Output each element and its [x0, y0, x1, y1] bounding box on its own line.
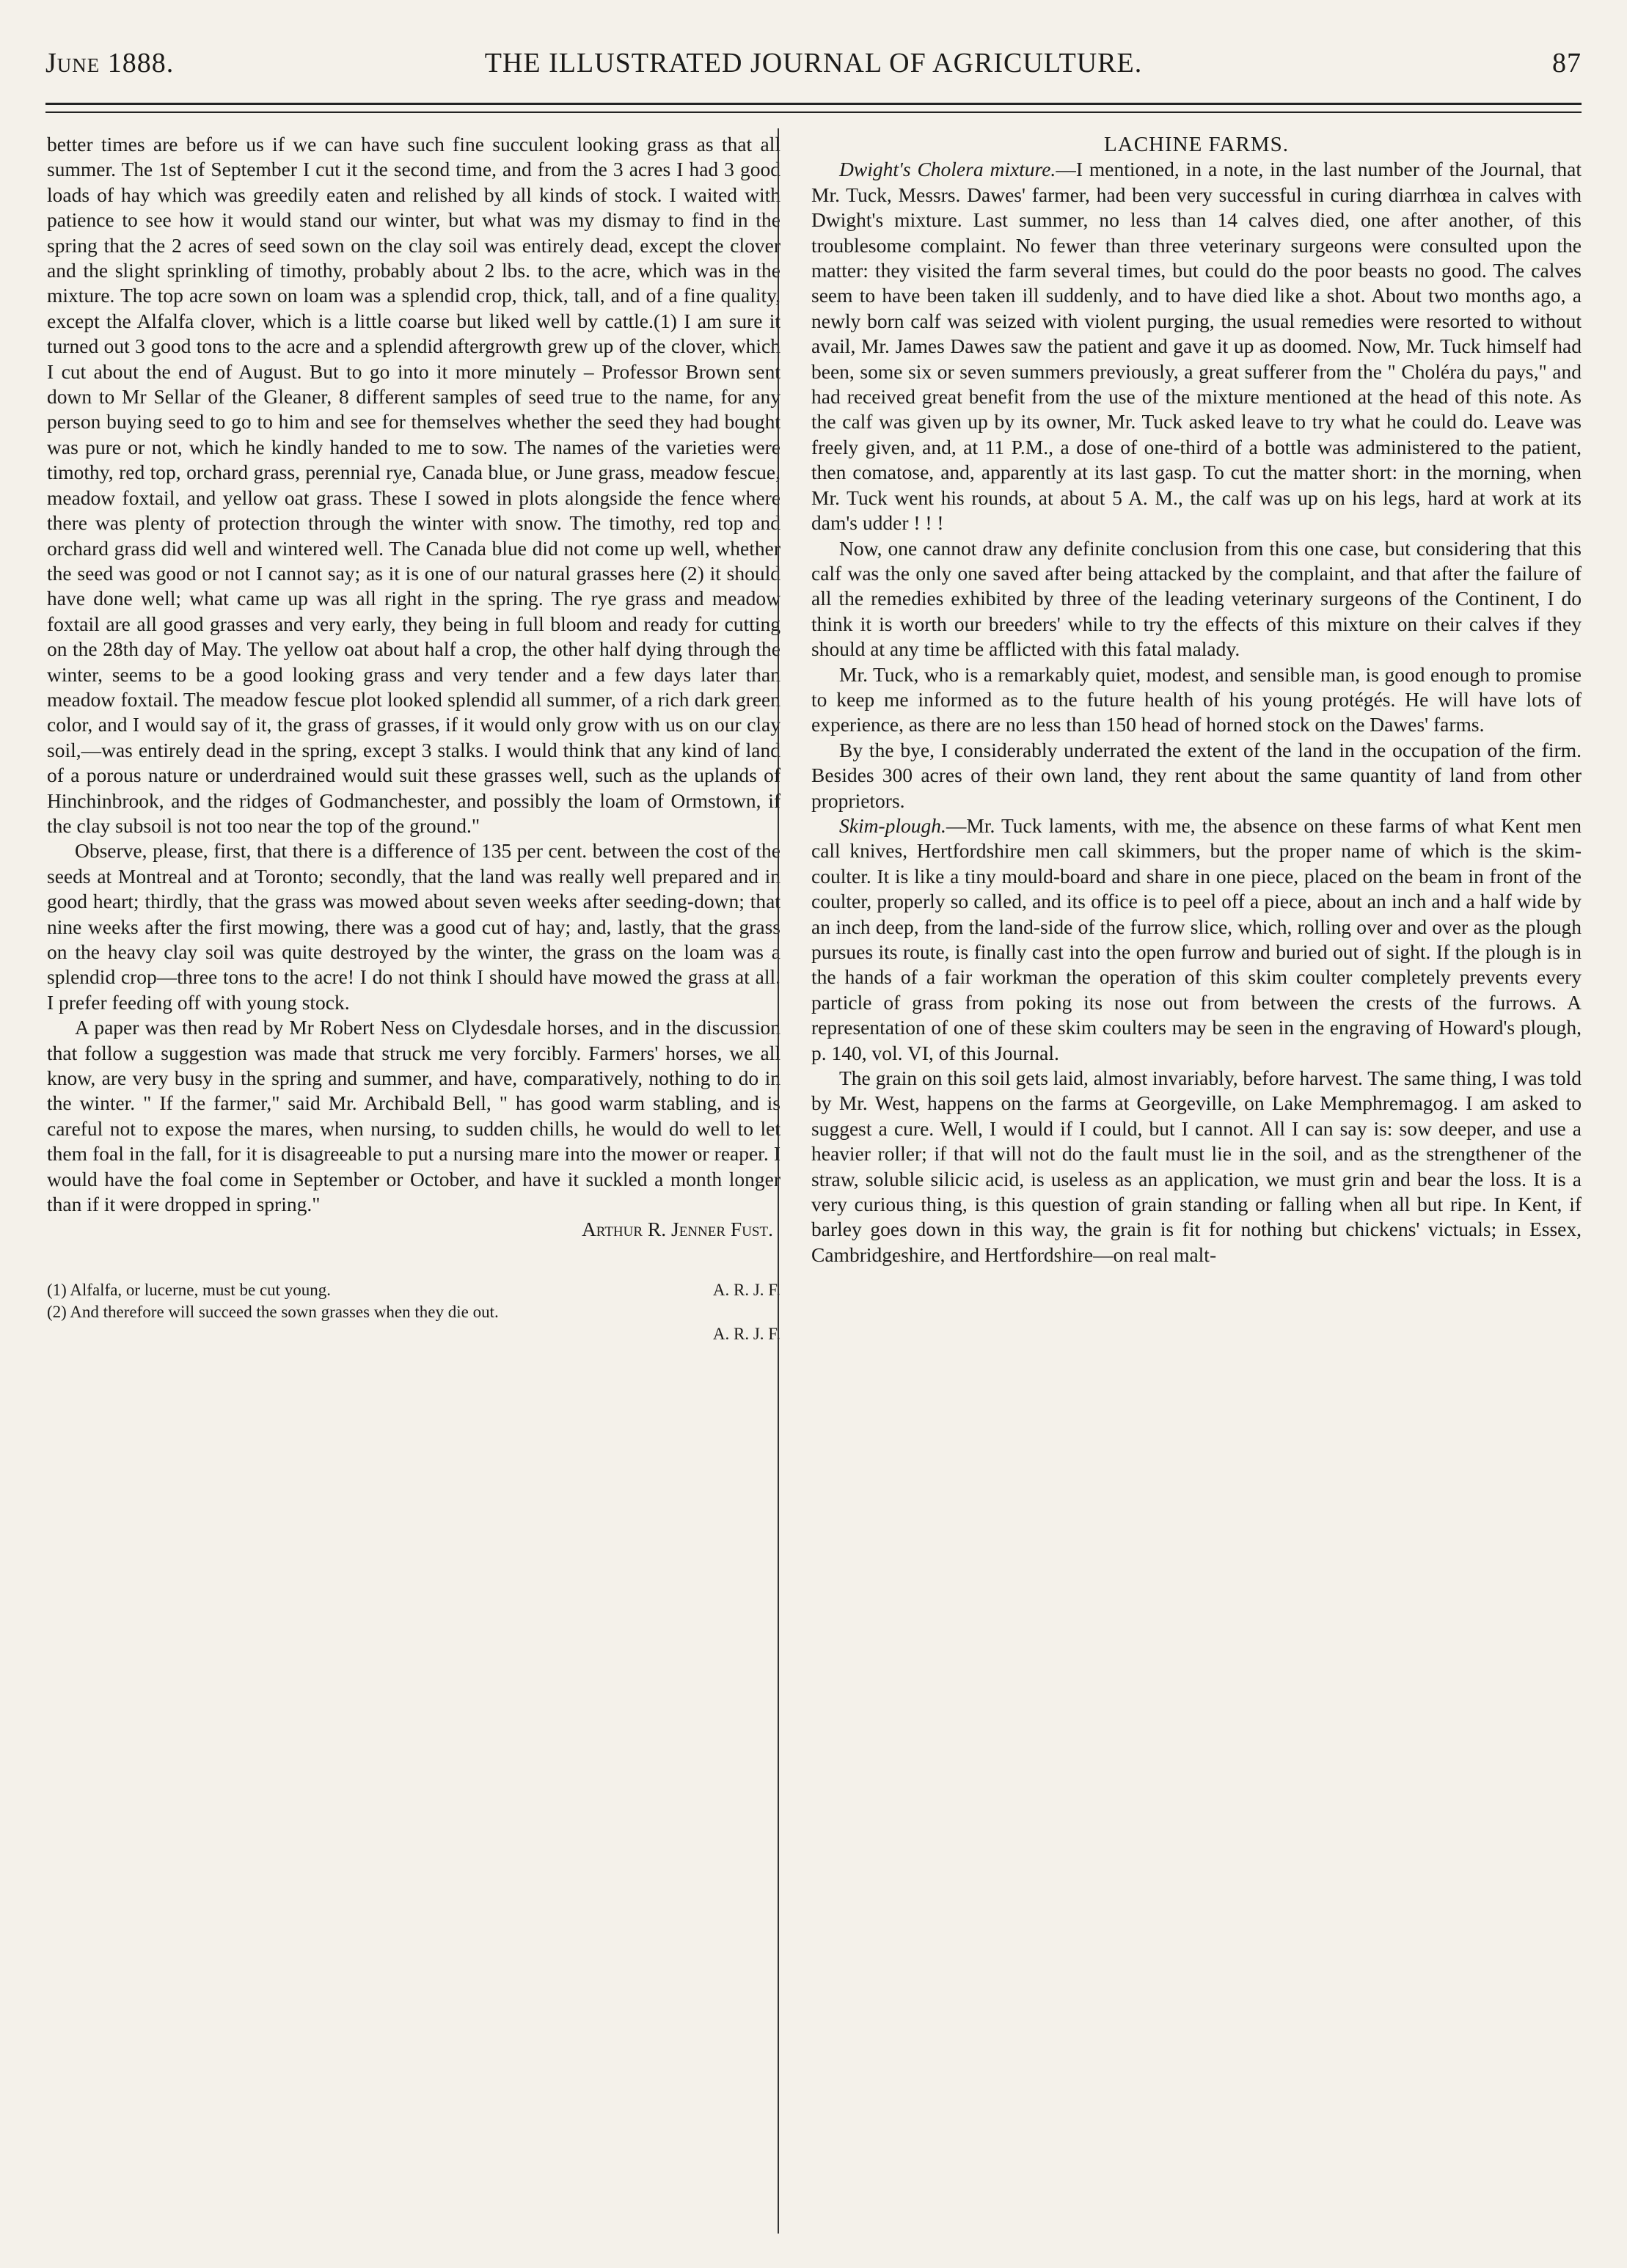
footnote-source: A. R. J. F. — [712, 1280, 780, 1299]
journal-title: THE ILLUSTRATED JOURNAL OF AGRICULTURE. — [484, 48, 1143, 78]
left-column — [47, 132, 780, 1345]
right-column — [811, 132, 1582, 1267]
running-header — [45, 47, 1582, 94]
footnote-text: (2) And therefore will succeed the sown grasses when they die out. — [47, 1302, 499, 1321]
paragraph-lead: Skim-plough. — [839, 813, 946, 837]
paragraph: Observe, please, first, that there is a difference of 135 per cent. between the cost of the seeds at Montreal and at Toronto; secondly, that the land was really well prepared and in good heart; thirdly, that the grass was mowed about seven weeks after seeding-down; that nine weeks after the first mowing, there was a good cut of hay; and, lastly, that the grass on the heavy clay soil was quite destroyed by the winter, the grass on the loam was a splendid crop—three tons to the acre! I do not think I should have mowed the grass at all. I prefer feeding off with young stock. — [47, 839, 780, 1014]
author-signature: Arthur R. Jenner Fust. — [581, 1218, 773, 1241]
paragraph-text: Mr. Tuck, who is a remarkably quiet, modest, and sensible man, is good enough to promise to keep me informed as to the future health of his young protégés. He will have lots of experience, as there are no less than 150 head of horned stock on the Dawes' farms. — [811, 662, 1582, 736]
paragraph: A paper was then read by Mr Robert Ness on Clydesdale horses, and in the discussion that follow a suggestion was made that struck me very forcibly. Farmers' horses, we all know, are very busy in the spring and summer, and have, comparatively, nothing to do in the winter. " If the farmer," said Mr. Archibald Bell, " has good warm stabling, and is careful not to expose the mares, when nursing, to sudden chills, he would do well to let them foal in the fall, for it is disagreeable to put a nursing mare into the mower or reaper. I would have the foal come in September or October, and have it suckled a month longer than if it were dropped in spring." — [47, 1016, 780, 1216]
footnote-1 — [47, 1279, 780, 1301]
paragraph-text: By the bye, I considerably underrated the extent of the land in the occupation of the firm. Besides 300 acres of their own land, they rent about the same quantity of land from other proprietors. — [811, 738, 1582, 812]
paragraph — [811, 813, 1582, 1066]
footnote-2 — [47, 1301, 780, 1345]
paragraph — [811, 536, 1582, 662]
header-rule-secondary — [45, 111, 1582, 113]
page-number: 87 — [1552, 48, 1582, 78]
section-title: LACHINE FARMS. — [1104, 133, 1289, 156]
column-divider — [778, 128, 779, 2234]
paragraph — [811, 738, 1582, 813]
paragraph: better times are before us if we can have such fine succulent looking grass as that all summer. The 1st of September I cut it the second time, and from the 3 acres I had 3 good loads of hay which was greedily eaten and relished by all kinds of stock. I waited with patience to see how it would stand our winter, but what was my dismay to find in the spring that the 2 acres of seed sown on the clay soil was entirely dead, except the clover and the slight sprinkling of timothy, probably about 2 lbs. to the acre, which was in the mixture. The top acre sown on loam was a splendid crop, thick, tall, and of a fine quality, except the Alfalfa clover, which is a little coarse but liked well by cattle.(1) I am sure it turned out 3 good tons to the acre and a splendid aftergrowth grew up of the clover, which I cut about the end of August. But to go into it more minutely – Professor Brown sent down to Mr Sellar of the Gleaner, 8 different samples of seed true to the name, for any person buying seed to go to him and see for themselves whether the seed they had bought was pure or not, which he kindly handed to me to sow. The names of the varieties were timothy, red top, orchard grass, perennial rye, Canada blue, or June grass, meadow fescue, meadow foxtail, and yellow oat grass. These I sowed in plots alongside the fence where there was plenty of protection through the winter with snow. The timothy, red top and orchard grass did well and wintered well. The Canada blue did not come up well, whether the seed was good or not I cannot say; as it is one of our natural grasses here (2) it should have done well; what came up was all right in the spring. The rye grass and meadow foxtail are all good grasses and very early, they being in full bloom and ready for cutting on the 28th day of May. The yellow oat about half a crop, the other half dying through the winter, seems to be a good looking grass and very tender and a few days later than meadow foxtail. The meadow fescue plot looked splendid all summer, of a rich dark green color, and I would say of it, the grass of grasses, if it would only grow with us on our clay soil,—was entirely dead in the spring, except 3 stalks. I would think that any kind of land of a porous nature or underdrained would suit these grasses well, such as the uplands of Hinchinbrook, and the ridges of Godmanchester, and possibly the loam of Ormstown, if the clay subsoil is not too near the top of the ground." — [47, 133, 780, 837]
paragraph — [811, 662, 1582, 738]
paragraph-lead: Dwight's Cholera mixture. — [839, 158, 1056, 181]
issue-date: June 1888. — [45, 48, 175, 78]
footnote-text: (1) Alfalfa, or lucerne, must be cut young. — [47, 1280, 332, 1299]
paragraph-text: Now, one cannot draw any definite conclusion from this one case, but considering that this calf was the only one saved after being attacked by the complaint, and that after the failure of all the remedies exhibited by three of the leading veterinary surgeons of the Continent, I do think it is worth our breeders' while to try the effects of this mixture on their calves if they should at any time be afflicted with this fatal malady. — [811, 536, 1582, 661]
paragraph-text: The grain on this soil gets laid, almost invariably, before harvest. The same thing, I was told by Mr. West, happens on the farms at Georgeville, on Lake Memphremagog. I am asked to suggest a cure. Well, I would if I could, but I cannot. All I can say is: sow deeper, and use a heavier roller; if that will not do the fault must lie in the soil, and as the strengthener of the straw, soluble silicic acid, is useless as an application, we must grin and bear the loss. It is a very curious thing, is this question of grain standing or falling when all but ripe. In Kent, if barley goes down in this way, the grain is fit for nothing but chickens' victuals; in Essex, Cambridgeshire, and Hertfordshire—on real malt- — [811, 1067, 1582, 1266]
paragraph — [811, 1066, 1582, 1267]
header-rule — [45, 103, 1582, 105]
paragraph-text: —Mr. Tuck laments, with me, the absence on these farms of what Kent men call knives, Hertfordshire men call skimmers, but the proper name of which is the skim-coulter. It is like a tiny mould-board and share in one piece, placed on the beam in front of the coulter, properly so called, and its office is to peel off a piece, about an inch and a half wide by an inch deep, from the land-side of the furrow slice, which, rolling over and over as the plough pursues its route, is finally cast into the open furrow and buried out of sight. If the plough is in the hands of a fair workman the operation of this skim coulter completely prevents every particle of grass from poking its nose out from between the crests of the furrows. A representation of one of these skim coulters may be seen in the engraving of Howard's plough, p. 140, vol. VI, of this Journal. — [811, 813, 1582, 1064]
footnotes — [47, 1279, 780, 1345]
footnote-source: A. R. J. F. — [712, 1324, 780, 1343]
paragraph — [811, 157, 1582, 535]
paragraph-text: —I mentioned, in a note, in the last number of the Journal, that Mr. Tuck, Messrs. Dawes' farmer, had been very successful in curing diarrhœa in calves with Dwight's mixture. Last summer, no less than 14 calves died, one after another, of this troublesome complaint. No fewer than three veterinary surgeons were consulted upon the matter: they visited the farm several times, but could do the poor beasts no good. The calves seem to have been taken ill suddenly, and to have died like a shot. About two months ago, a newly born calf was seized with violent purging, the usual remedies were resorted to without avail, Mr. James Dawes saw the patient and gave it up as doomed. Now, Mr. Tuck himself had been, some six or seven summers previously, a great sufferer from the " Choléra du pays," and had received great benefit from the use of the mixture mentioned at the head of this note. As the calf was given up by its owner, Mr. Tuck asked leave to try what he could do. Leave was freely given, and, at 11 P.M., a dose of one-third of a bottle was administered to the patient, then comatose, and, apparently at its last gasp. To cut the matter short: in the morning, when Mr. Tuck went his rounds, at about 5 A. M., the calf was up on his legs, hard at work at its dam's udder ! ! ! — [811, 158, 1582, 535]
